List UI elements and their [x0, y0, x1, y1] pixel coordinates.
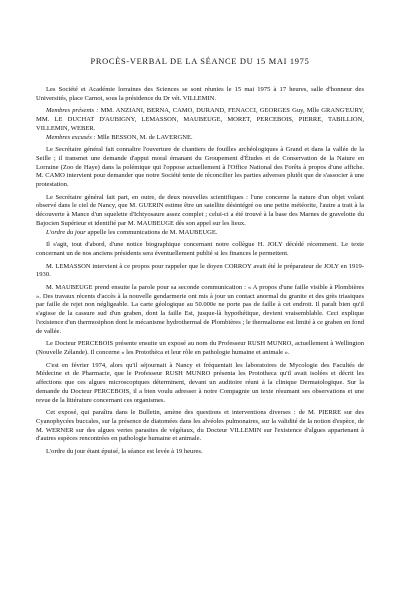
members-excused-label: Membres excusés : [46, 133, 96, 141]
paragraph-secretary-1: Le Secrétaire général fait connaître l'ouverture de chantiers de fouilles archéologiques à Grand et dans la vallée de la Seille ; il transmet une demande d'appui moral émanant du Groupement d'Études et de Conservation de la Nature en Lorraine (Zoo de Haye) dans la polémique qui l'oppose actuellement à l'Office National des Forêts à propos d'une affiche. M. CAMO intervient pour demander que notre Société tente de réconcilier les parties adverses plutôt que de s'associer à une protestation. [36, 146, 364, 189]
agenda-text: appelle les communications de M. MAUBEUGE. [87, 228, 218, 236]
paragraph-agenda [36, 229, 364, 238]
paragraph-joly-notice: Il s'agit, tout d'abord, d'une notice biographique concernant notre collègue H. JOLY décédé récemment. Le texte concernant un de nos anciens présidents sera éventuellement publié si les finances le permettent. [36, 241, 364, 257]
page-title: PROCÈS-VERBAL DE LA SÉANCE DU 15 MAI 1975 [90, 57, 310, 66]
paragraph-percebois-talk: Le Docteur PERCEBOIS présente ensuite un exposé au nom du Professeur RUSH MUNRO, actuellement à Wellington (Nouvelle Zélande). Il concerne « les Protothèca et leur rôle en pathologie humaine et animale ». [36, 340, 364, 356]
members-present-list: MM. ANZIANI, BERNA, CAMO, DURAND, FENACCI, GEORGES Guy, Mlle GRANG'EURY, MM. LE DUCHAT D'AUBIGNY, LEMASSON, MAUBEUGE, MORET, PERCEBOIS, PIERRE, TABILLION, VILLEMIN, WEBER. [36, 107, 364, 132]
paragraph-rush-munro: C'est en février 1974, alors qu'il séjournait à Nancy et fréquentait les laboratoires de Mycologie des Facultés de Médecine et de Pharmacie, que le Professeur RUSH MUNRO présenta les Prototheca qu'il avait isolées et décrit les affections que ces algues microscopiques déterminent, devant un auditoire réuni à la clinique Dermatologique. Sur la demande du Docteur PERCEBOIS, il a bien voulu adresser à notre Compagnie un texte résumant ses observations et une revue de la littérature concernant ces organismes. [36, 361, 364, 404]
members-excused-list: Mlle BESSON, M. de LAVERGNE. [97, 133, 193, 141]
paragraph-closing: L'ordre du jour étant épuisé, la séance est levée à 19 heures. [46, 448, 203, 456]
members-present-label: Membres présents : [46, 107, 99, 115]
paragraph-plombieres-fault: M. MAUBEUGE prend ensuite la parole pour sa seconde communication : « A propos d'une faille visible à Plombières ». Des travaux récents d'accès à la nouvelle gendarmerie ont mis à jour un contact anormal du granite et des grès triasiques par faille de rejet non négligeable. La carte géologique au 50.000e ne porte pas de faille à cet endroit. Il paraît bien qu'il s'agisse de la cassure sud d'un graben, dont la faille Est, jusque-là hypothétique, devient vraisemblable. Ceci explique l'existence d'un thermosiphon dont le mécanisme hydrothermal de Plombières ; le thermalisme est limité à ce graben en fond de vallée. [36, 284, 364, 335]
paragraph-lemasson: M. LEMASSON intervient à ce propos pour rappeler que le doyen CORROY avait été le préparateur de JOLY en 1919-1930. [36, 262, 364, 279]
paragraph-members-excused [36, 134, 364, 143]
paragraph-opening: Les Société et Académie lorraines des Sciences se sont réunies le 15 mai 1975 à 17 heures, salle d'honneur des Universités, place Carnot, sous la présidence du Dr vét. VILLEMIN. [36, 86, 364, 102]
paragraph-members-present [36, 107, 364, 133]
paragraph-secretary-2: Le Secrétaire général fait part, en outre, de deux nouvelles scientifiques : l'une concerne la nature d'un objet volant observé dans le ciel de Nancy, que M. GUERIN estime être un satellite désintégré ou une petite météorite, l'autre a trait à la découverte à Mance d'un squelette d'Ichtyosaure assez complet ; celui-ci a été trouvé à la base des Marnes de gravelotte du Bajocien Supérieur et identifié par M. MAUBEUGE dès son appel sur les lieux. [36, 193, 364, 227]
paragraph-discussion: Cet exposé, qui paraîtra dans le Bulletin, amène des questions et interventions diverses : de M. PIERRE sur des Cyanophycées buccales, sur la présence de diatomées dans les alvéoles pulmonaires, sur la validité de la notion d'espèce, de M. WERNER sur des algues vertes parasites de végétaux, du Docteur VILLEMIN sur l'existence d'algues appartenant à d'autres espèces rencontrées en pathologie humaine et animale. [36, 409, 364, 443]
agenda-label: L'ordre du jour [46, 228, 86, 236]
